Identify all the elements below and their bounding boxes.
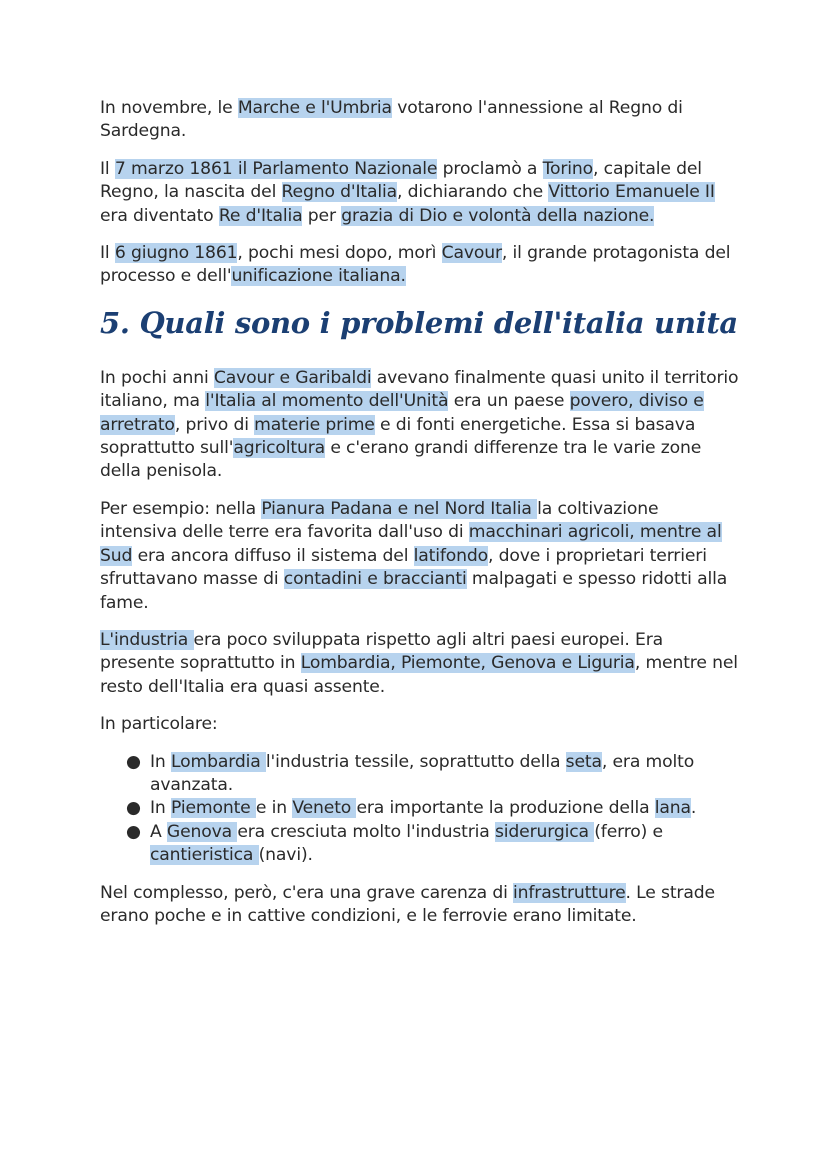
highlight: Veneto: [292, 798, 357, 819]
industry-list: [100, 751, 740, 868]
highlight: Pianura Padana e nel Nord Italia: [261, 498, 538, 519]
paragraph-problems: In pochi anni Cavour e Garibaldi avevano finalmente quasi unito il territorio italiano, ma l'Italia al momento dell'Unità era un paese povero, diviso e arretrato, privo di materie prime e di fonti energetiche. Essa si basava soprattutto sull'agricoltura e c'erano grandi differenze tra le varie zone della penisola.: [100, 367, 739, 482]
highlight: povero, diviso e arretrato: [100, 391, 704, 435]
highlight: Piemonte: [170, 798, 256, 819]
highlight: grazia di Dio e volontà della nazione.: [341, 205, 655, 226]
highlight: Lombardia, Piemonte, Genova e Liguria: [300, 653, 635, 674]
paragraph-intro-list: In particolare:: [100, 714, 218, 735]
document-page: [100, 97, 740, 942]
paragraph-agriculture: Per esempio: nella Pianura Padana e nel Nord Italia la coltivazione intensiva delle terre era favorita dall'uso di macchinari agricoli, mentre al Sud era ancora diffuso il sistema del latifondo, dove i proprietari terrieri sfruttavano masse di contadini e braccianti malpagati e spesso ridotti alla fame.: [100, 498, 728, 613]
list-item: ● In Piemonte e in Veneto era importante la produzione della lana.: [150, 797, 740, 820]
highlight: siderurgica: [494, 821, 595, 842]
highlight: lana: [654, 798, 691, 819]
bullet-icon: ●: [126, 821, 141, 842]
highlight: macchinari agricoli, mentre al Sud: [100, 522, 722, 566]
highlight: unificazione italiana.: [231, 266, 406, 287]
highlight: seta: [565, 751, 602, 772]
section-heading: 5. Quali sono i problemi dell'italia unita: [100, 305, 738, 340]
highlight: Regno d'Italia: [281, 182, 398, 203]
highlight: l'Italia al momento dell'Unità: [205, 391, 449, 412]
highlight: Vittorio Emanuele II: [548, 182, 715, 203]
paragraph-industry: L'industria era poco sviluppata rispetto agli altri paesi europei. Era presente soprattutto in Lombardia, Piemonte, Genova e Liguria, mentre nel resto dell'Italia era quasi assente.: [100, 629, 738, 697]
highlight: latifondo: [413, 545, 489, 566]
highlight: Torino: [542, 158, 594, 179]
bullet-icon: ●: [126, 751, 141, 772]
highlight: Re d'Italia: [218, 205, 303, 226]
highlight: 6 giugno 1861: [114, 243, 238, 264]
highlight: Genova: [166, 821, 238, 842]
list-item: ● In Lombardia l'industria tessile, soprattutto della seta, era molto avanzata.: [126, 751, 695, 795]
paragraph-cavour-death: Il 6 giugno 1861, pochi mesi dopo, morì Cavour, il grande protagonista del processo e dell'unificazione italiana.: [100, 243, 731, 287]
highlight: 7 marzo 1861 il Parlamento Nazionale: [114, 158, 438, 179]
highlight: Lombardia: [170, 751, 266, 772]
highlight: contadini e braccianti: [283, 569, 467, 590]
paragraph-proclamation: Il 7 marzo 1861 il Parlamento Nazionale proclamò a Torino, capitale del Regno, la nascita del Regno d'Italia, dichiarando che Vittorio Emanuele II era diventato Re d'Italia per grazia di Dio e volontà della nazione.: [100, 158, 715, 226]
bullet-icon: ●: [126, 798, 141, 819]
highlight: cantieristica: [150, 845, 259, 866]
highlight: agricoltura: [233, 438, 325, 459]
paragraph-infrastructure: Nel complesso, però, c'era una grave carenza di infrastrutture. Le strade erano poche e in cattive condizioni, e le ferrovie erano limitate.: [100, 882, 715, 926]
highlight: L'industria: [100, 629, 194, 650]
highlight: materie prime: [254, 414, 375, 435]
highlight: Cavour e Garibaldi: [213, 367, 372, 388]
highlight: infrastrutture: [513, 882, 626, 903]
highlight: Marche e l'Umbria: [237, 98, 392, 118]
list-item: ● A Genova era cresciuta molto l'industria siderurgica (ferro) e cantieristica (navi).: [126, 821, 663, 866]
paragraph-annexation: In novembre, le Marche e l'Umbria votarono l'annessione al Regno di Sardegna.: [100, 98, 683, 142]
highlight: Cavour: [441, 243, 502, 264]
